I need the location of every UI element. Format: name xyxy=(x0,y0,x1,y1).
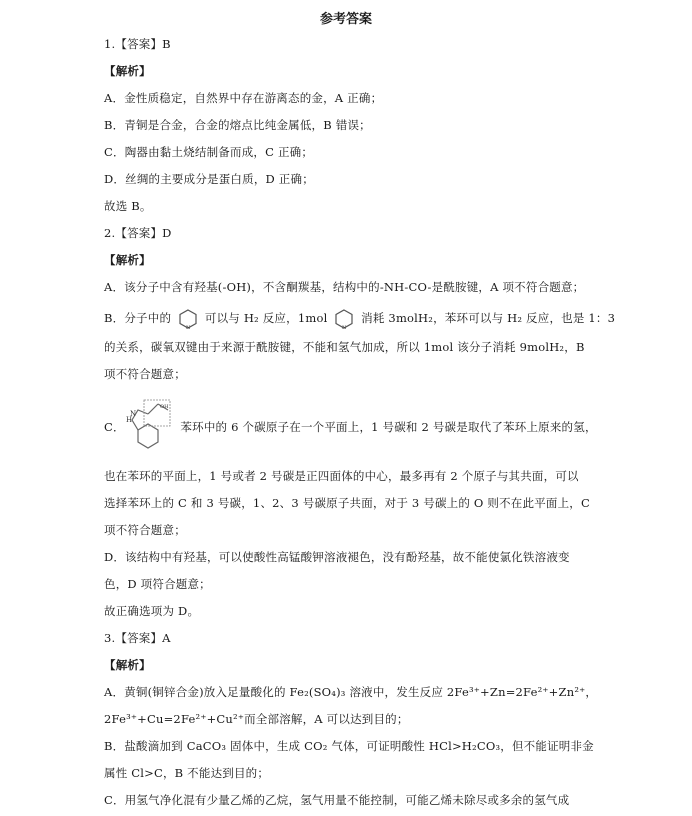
q2-option-b-line3: 项不符合题意； xyxy=(104,367,186,381)
q1-answer: 1.【答案】B xyxy=(104,37,171,51)
q1-option-a: A．金性质稳定，自然界中存在游离态的金，A 正确； xyxy=(104,91,383,105)
q3-answer: 3.【答案】A xyxy=(104,631,171,645)
q1-option-c: C．陶器由黏土烧结制备而成，C 正确； xyxy=(104,145,314,159)
q2-c-post: 苯环中的 6 个碳原子在一个平面上，1 号碳和 2 号碳是取代了苯环上原来的氢， xyxy=(180,420,597,434)
q2-b-mid: 可以与 H₂ 反应，1mol xyxy=(204,311,328,325)
q3-option-b-line1: B．盐酸滴加到 CaCO₃ 固体中，生成 CO₂ 气体，可证明酸性 HCl>H₂CO₃，但不能证明非金 xyxy=(104,739,594,753)
q2-b-pre: B．分子中的 xyxy=(104,311,172,325)
q2-answer: 2.【答案】D xyxy=(104,226,172,240)
q3-option-a-line1: A．黄铜(铜锌合金)放入足量酸化的 Fe₂(SO₄)₃ 溶液中，发生反应 2Fe³⁺+Zn=2Fe²⁺+Zn²⁺， xyxy=(104,685,598,699)
q1-option-b: B．青铜是合金，合金的熔点比纯金属低，B 错误； xyxy=(104,118,371,132)
q2-option-c-line2: 也在苯环的平面上，1 号或者 2 号碳是正四面体的中心，最多再有 2 个原子与其共面，可以 xyxy=(104,469,579,483)
svg-text:N: N xyxy=(186,325,191,330)
q3-analysis-heading: 【解析】 xyxy=(104,658,151,672)
q2-option-b-line2: 的关系，碳氧双键由于来源于酰胺键，不能和氢气加成，所以 1mol 该分子消耗 9molH₂，B xyxy=(104,340,585,354)
svg-text:N: N xyxy=(342,325,347,330)
q2-conclusion: 故正确选项为 D。 xyxy=(104,604,200,618)
q3-option-a-line2: 2Fe³⁺+Cu=2Fe²⁺+Cu²⁺而全部溶解，A 可以达到目的； xyxy=(104,712,409,726)
q2-option-c-line4: 项不符合题意； xyxy=(104,523,186,537)
svg-text:OH: OH xyxy=(160,404,169,410)
q2-c-pre: C． xyxy=(104,420,125,434)
q1-analysis-heading: 【解析】 xyxy=(104,64,151,78)
q3-option-c-line1: C．用氢气净化混有少量乙烯的乙烷，氢气用量不能控制，可能乙烯未除尽或多余的氢气成 xyxy=(104,793,570,807)
q1-option-d: D．丝绸的主要成分是蛋白质，D 正确； xyxy=(104,172,314,186)
q2-option-d-line2: 色，D 项符合题意； xyxy=(104,577,211,591)
q1-conclusion: 故选 B。 xyxy=(104,199,152,213)
svg-text:N: N xyxy=(130,410,137,418)
q2-option-a: A．该分子中含有羟基(-OH)，不含酮羰基，结构中的-NH-CO-是酰胺键，A 项不符合题意； xyxy=(104,280,585,294)
q2-option-c-line1 xyxy=(104,419,596,435)
pyridine-ring-icon xyxy=(333,308,355,330)
q2-option-c-line3: 选择苯环上的 C 和 3 号碳，1、2、3 号碳原子共面，对于 3 号碳上的 O 则不在此平面上，C xyxy=(104,496,591,510)
page-title: 参考答案 xyxy=(319,12,372,27)
q2-analysis-heading: 【解析】 xyxy=(104,253,151,267)
q3-option-b-line2: 属性 Cl>C，B 不能达到目的； xyxy=(104,766,270,780)
pyridine-ring-icon xyxy=(177,308,199,330)
q2-option-d-line1: D．该结构中有羟基，可以使酸性高锰酸钾溶液褪色，没有酚羟基，故不能使氯化铁溶液变 xyxy=(104,550,570,564)
q2-option-b-line1 xyxy=(104,306,616,330)
q2-b-post: 消耗 3molH₂，苯环可以与 H₂ 反应，也是 1：3 xyxy=(361,311,616,325)
svg-text:H: H xyxy=(126,416,133,424)
